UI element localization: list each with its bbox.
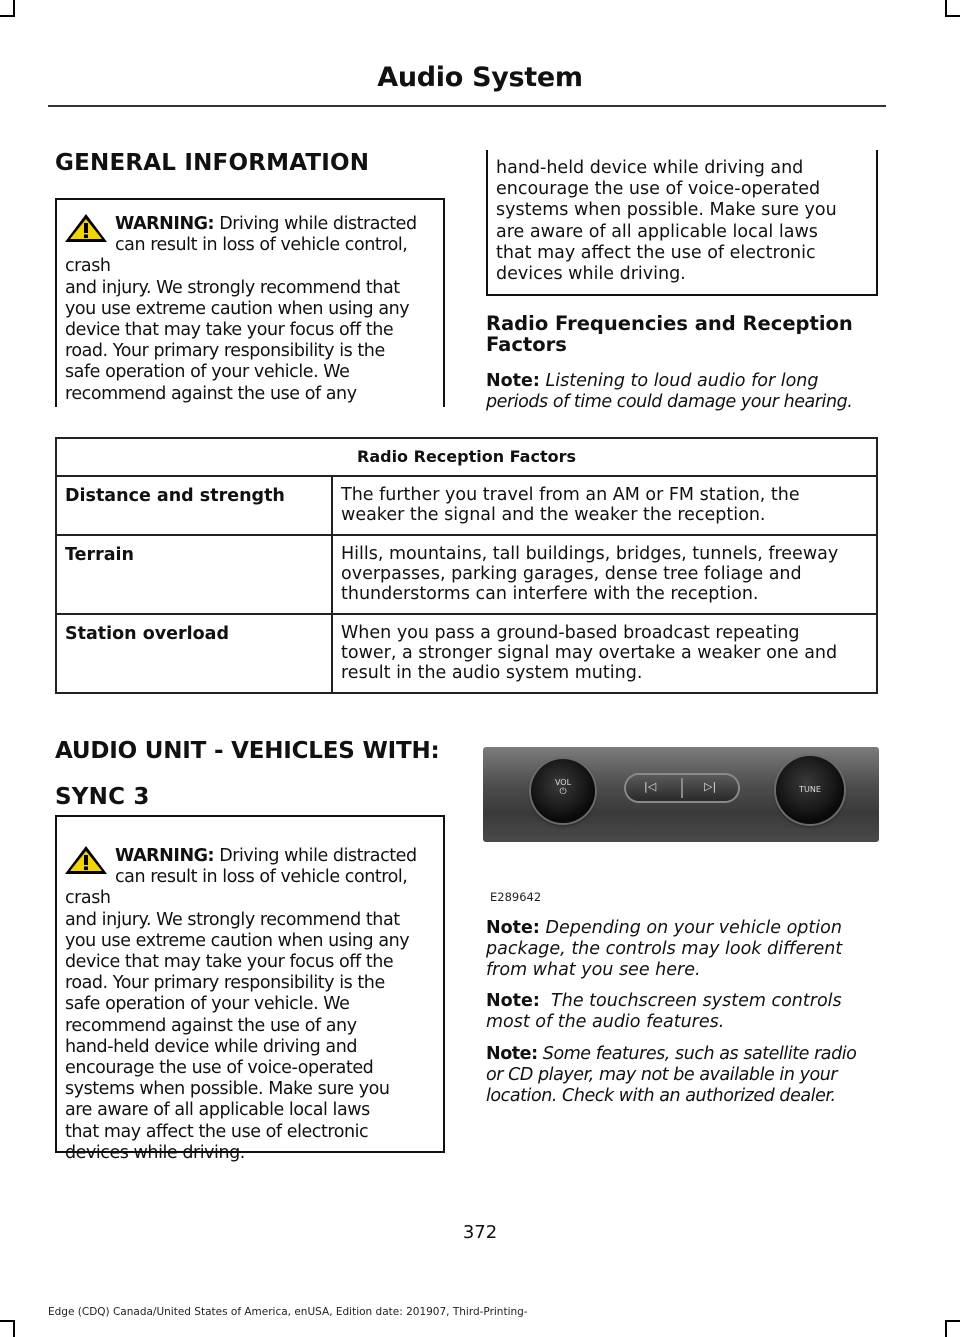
- warning-text-line: hand-held device while driving and: [496, 158, 804, 178]
- warning-text-line: recommend against the use of any: [65, 1015, 357, 1036]
- warning-text-line: you use extreme caution when using any: [65, 930, 410, 951]
- warning-text-line: and injury. We strongly recommend that: [65, 277, 400, 298]
- seek-forward-icon: ▷|: [704, 780, 717, 793]
- table-cell-description: [332, 614, 877, 693]
- table-cell-line: tower, a stronger signal may overtake a weaker one and: [341, 643, 838, 663]
- figure-code: E289642: [490, 890, 542, 904]
- warning-label: WARNING:: [115, 846, 215, 866]
- volume-label: VOL: [554, 778, 572, 787]
- crop-mark: [0, 1320, 15, 1322]
- table-cell-line: thunderstorms can interfere with the reception.: [341, 584, 759, 604]
- note-text-line: Depending on your vehicle option: [545, 918, 842, 938]
- section-heading-sync3: SYNC 3: [55, 784, 150, 810]
- warning-triangle-icon: [63, 212, 109, 244]
- warning-text-line: safe operation of your vehicle. We: [65, 994, 350, 1015]
- crop-mark: [13, 1320, 15, 1337]
- warning-text-line: devices while driving.: [65, 1142, 245, 1163]
- warning-text-line: are aware of all applicable local laws: [65, 1100, 370, 1121]
- section-heading-general-information: GENERAL INFORMATION: [55, 150, 370, 176]
- table-cell-line: The further you travel from an AM or FM station, the: [341, 485, 800, 505]
- crop-mark: [945, 1320, 960, 1322]
- note-controls-different: [486, 918, 886, 982]
- warning-text-line: device that may take your focus off the: [65, 320, 394, 341]
- note-label: Note:: [486, 371, 540, 391]
- warning-text-line: you use extreme caution when using any: [65, 298, 410, 319]
- crop-mark: [13, 0, 15, 16]
- subsection-heading-radio-frequencies: [486, 313, 853, 355]
- table-cell-factor: Station overload: [56, 614, 332, 693]
- warning-text-line: encourage the use of voice-operated: [65, 1058, 374, 1079]
- note-label: Note:: [486, 1044, 538, 1064]
- crop-mark: [945, 15, 960, 17]
- tune-label: TUNE: [799, 785, 821, 794]
- table-cell-factor: Terrain: [56, 535, 332, 614]
- note-text-line: The touchscreen system controls: [551, 991, 842, 1011]
- table-row: [56, 614, 877, 693]
- page-footer: Edge (CDQ) Canada/United States of America, enUSA, Edition date: 201907, Third-Printing-: [48, 1306, 528, 1318]
- note-label: Note:: [486, 918, 540, 938]
- note-text-line: Some features, such as satellite radio: [542, 1044, 857, 1064]
- note-text-line: periods of time could damage your hearing.: [486, 392, 853, 413]
- warning-text-line: are aware of all applicable local laws: [496, 221, 818, 242]
- warning-text-line: road. Your primary responsibility is the: [65, 973, 385, 994]
- crop-mark: [0, 15, 15, 17]
- table-row: [56, 535, 877, 614]
- subsection-heading-line: Factors: [486, 333, 567, 356]
- warning-text-line: that may affect the use of electronic: [65, 1121, 369, 1142]
- warning-text-line: that may affect the use of electronic: [496, 242, 816, 263]
- header-rule: [48, 105, 886, 107]
- note-text-line: Listening to loud audio for long: [545, 371, 819, 391]
- note-features-availability: [486, 1044, 886, 1108]
- warning-text-line: devices while driving.: [496, 264, 686, 285]
- page-number: 372: [462, 1222, 498, 1243]
- warning-text-line: Driving while distracted: [219, 214, 417, 234]
- page-header-title: Audio System: [377, 62, 583, 93]
- table-row: [56, 476, 877, 535]
- note-hearing: [486, 371, 886, 413]
- warning-text-line: Driving while distracted: [219, 846, 417, 866]
- seek-buttons: [626, 775, 738, 801]
- table-caption: Radio Reception Factors: [56, 438, 877, 476]
- warning-text-line: can result in loss of vehicle control, crash: [65, 235, 408, 277]
- warning-box-general: [55, 198, 445, 407]
- volume-knob: [531, 759, 595, 823]
- note-text-line: package, the controls may look different: [486, 939, 843, 960]
- seek-back-icon: |◁: [644, 780, 657, 793]
- warning-text-line: systems when possible. Make sure you: [65, 1079, 390, 1100]
- table-cell-line: overpasses, parking garages, dense tree foliage and: [341, 564, 802, 584]
- warning-text-line: systems when possible. Make sure you: [496, 200, 837, 221]
- power-icon: ⏻: [559, 787, 567, 797]
- note-text-line: or CD player, may not be available in your: [486, 1065, 838, 1086]
- table-cell-description: [332, 535, 877, 614]
- warning-text-line: device that may take your focus off the: [65, 952, 394, 973]
- audio-controls-figure: [483, 747, 879, 842]
- note-text-line: location. Check with an authorized dealer.: [486, 1086, 836, 1107]
- warning-box-audio-unit: [55, 815, 445, 1163]
- warning-text-line: encourage the use of voice-operated: [496, 179, 821, 200]
- tune-knob: [776, 756, 844, 824]
- table-cell-factor: Distance and strength: [56, 476, 332, 535]
- crop-mark: [945, 1320, 947, 1337]
- table-cell-line: When you pass a ground-based broadcast repeating: [341, 623, 800, 643]
- warning-text-line: recommend against the use of any: [65, 383, 357, 404]
- table-cell-line: Hills, mountains, tall buildings, bridges, tunnels, freeway: [341, 544, 839, 564]
- section-heading-audio-unit: AUDIO UNIT - VEHICLES WITH:: [55, 738, 440, 764]
- warning-text-line: safe operation of your vehicle. We: [65, 362, 350, 383]
- table-cell-line: result in the audio system muting.: [341, 663, 643, 683]
- warning-label: WARNING:: [115, 214, 215, 234]
- warning-text-line: can result in loss of vehicle control, crash: [65, 867, 408, 909]
- radio-reception-factors-table: [55, 437, 878, 694]
- note-label: Note:: [486, 991, 540, 1011]
- warning-text-line: road. Your primary responsibility is the: [65, 341, 385, 362]
- seek-divider: [681, 778, 683, 798]
- table-cell-description: [332, 476, 877, 535]
- warning-text-line: and injury. We strongly recommend that: [65, 909, 400, 930]
- note-text-line: most of the audio features.: [486, 1012, 725, 1033]
- warning-box-general-continued: [486, 150, 878, 296]
- warning-triangle-icon: [63, 844, 109, 876]
- subsection-heading-line: Radio Frequencies and Reception: [486, 312, 853, 335]
- note-touchscreen: [486, 991, 886, 1033]
- crop-mark: [945, 0, 947, 16]
- note-text-line: from what you see here.: [486, 960, 701, 981]
- warning-text-line: hand-held device while driving and: [65, 1036, 357, 1057]
- table-cell-line: weaker the signal and the weaker the reception.: [341, 505, 766, 525]
